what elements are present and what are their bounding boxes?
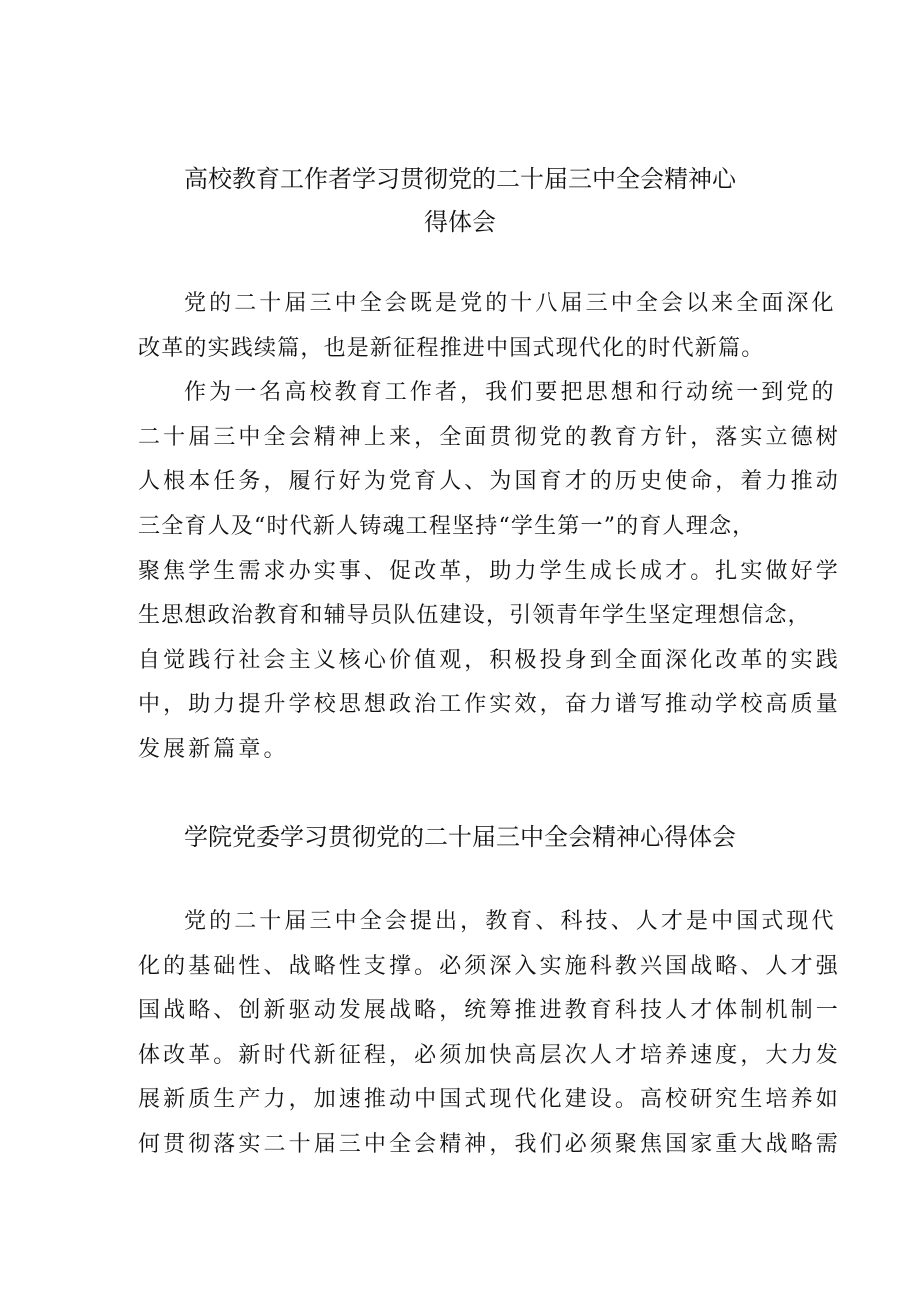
article-1-title-line: 高校教育工作者学习贯彻党的二十届三中全会精神心 bbox=[184, 165, 736, 193]
paragraph-line: 人根本任务，履行好为党育人、为国育才的历史使命，着力推动 bbox=[138, 469, 841, 495]
paragraph-line: 党的二十届三中全会既是党的十八届三中全会以来全面深化 bbox=[184, 291, 837, 316]
paragraph-line: 中，助力提升学校思想政治工作实效，奋力谱写推动学校高质量 bbox=[138, 692, 841, 718]
article-1-title-line: 得体会 bbox=[424, 208, 496, 236]
paragraph-line: 化的基础性、战略性支撑。必须深入实施科教兴国战略、人才强 bbox=[138, 953, 841, 979]
article-2-body bbox=[138, 900, 841, 1168]
paragraph-line: 体改革。新时代新征程，必须加快高层次人才培养速度，大力发 bbox=[138, 1042, 841, 1068]
article-1-body bbox=[138, 282, 841, 773]
paragraph-line: 展新质生产力，加速推动中国式现代化建设。高校研究生培养如 bbox=[138, 1087, 841, 1113]
paragraph-line: 聚焦学生需求办实事、促改革，助力学生成长成才。扎实做好学 bbox=[138, 558, 841, 584]
paragraph-line: 国战略、创新驱动发展战略，统筹推进教育科技人才体制机制一 bbox=[138, 998, 841, 1024]
article-2-title-line: 学院党委学习贯彻党的二十届三中全会精神心得体会 bbox=[184, 823, 736, 851]
article-1-title bbox=[130, 158, 790, 244]
paragraph-line: 生思想政治教育和辅导员队伍建设，引领青年学生坚定理想信念， bbox=[138, 603, 811, 629]
paragraph-line: 何贯彻落实二十届三中全会精神，我们必须聚焦国家重大战略需 bbox=[138, 1131, 841, 1157]
paragraph-line: 改革的实践续篇，也是新征程推进中国式现代化的时代新篇。 bbox=[138, 335, 765, 361]
paragraph-line: 三全育人及“时代新人铸魂工程坚持“学生第一”的育人理念， bbox=[138, 513, 756, 539]
article-2-title bbox=[130, 816, 790, 859]
paragraph-line: 自觉践行社会主义核心价值观，积极投身到全面深化改革的实践 bbox=[138, 647, 841, 673]
paragraph-line: 二十届三中全会精神上来，全面贯彻党的教育方针，落实立德树 bbox=[138, 424, 841, 450]
paragraph-line: 发展新篇章。 bbox=[138, 736, 289, 762]
paragraph-line: 党的二十届三中全会提出，教育、科技、人才是中国式现代 bbox=[184, 909, 837, 934]
paragraph-line: 作为一名高校教育工作者，我们要把思想和行动统一到党的 bbox=[184, 380, 837, 406]
